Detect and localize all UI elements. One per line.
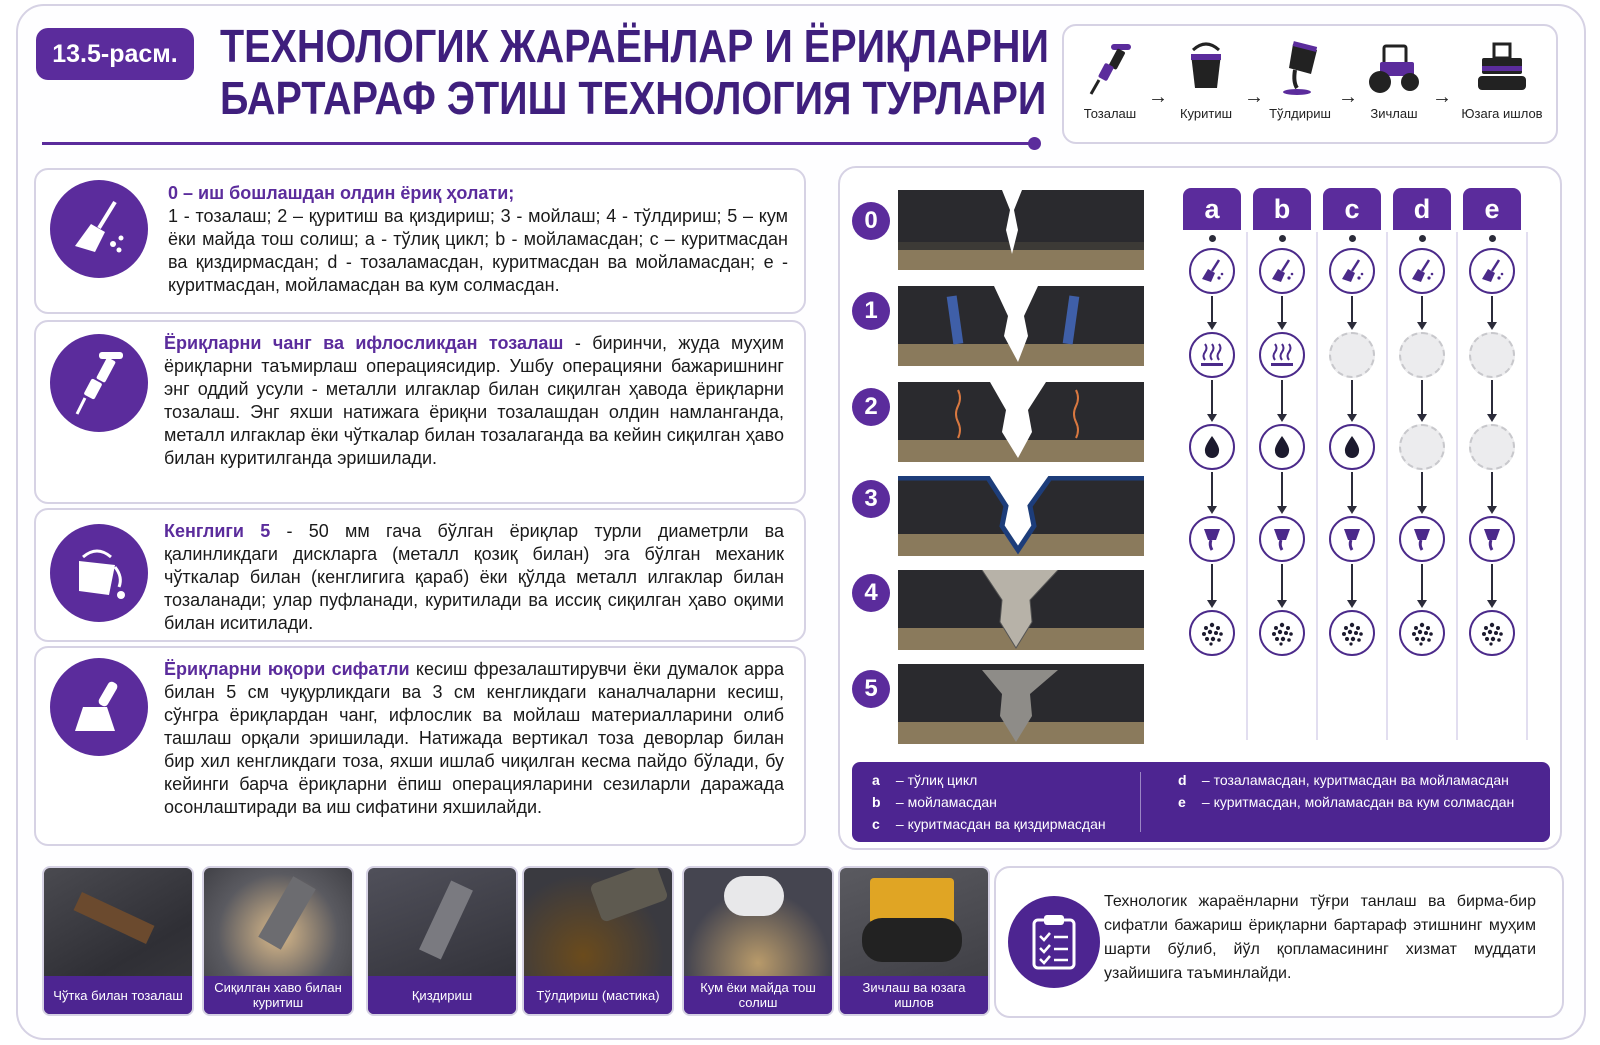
- flow-arrow-tip: [1207, 322, 1217, 330]
- column-start-dot: [1349, 235, 1356, 242]
- legend-text: тозаламасдан, куритмасдан ва мойламасдан: [1213, 772, 1509, 788]
- legend-item-b: b – мойламасдан: [872, 794, 997, 810]
- process-step-label: Куритиш: [1179, 106, 1233, 121]
- flow-arrow-tip: [1487, 322, 1497, 330]
- flow-arrow: [1281, 380, 1283, 414]
- column-divider: [1456, 232, 1458, 740]
- step-node-broom-icon: [1259, 248, 1305, 294]
- step-node-gravel-icon: [1469, 610, 1515, 656]
- legend-item-a: a – тўлиқ цикл: [872, 772, 978, 788]
- title-underline: [42, 142, 1034, 145]
- step-node-gravel-icon: [1189, 610, 1235, 656]
- title-underline-dot: [1028, 137, 1041, 150]
- legend-text: тўлиқ цикл: [907, 772, 978, 788]
- card-heading: Ёриқларни юқори сифатли: [164, 659, 410, 679]
- process-step-cleaning: [1072, 40, 1148, 121]
- photo-sand: [682, 866, 834, 1016]
- photo-caption: Қиздириш: [368, 976, 516, 1014]
- photo-heating: [366, 866, 518, 1016]
- crack-step-number: 4: [852, 574, 890, 612]
- crack-step-number: 2: [852, 388, 890, 426]
- column-header-b: b: [1253, 188, 1311, 230]
- scraper-icon: [69, 677, 129, 737]
- photo-air-drying: [202, 866, 354, 1016]
- photo-compaction: [838, 866, 990, 1016]
- flow-arrow-tip: [1417, 322, 1427, 330]
- column-header-a: a: [1183, 188, 1241, 230]
- process-arrow: →: [1338, 86, 1358, 108]
- paint-bucket-icon: [69, 543, 129, 603]
- crack-illustration-5: [898, 664, 1144, 744]
- card-text: [164, 332, 784, 470]
- flow-arrow-tip: [1417, 600, 1427, 608]
- flow-arrow-tip: [1277, 322, 1287, 330]
- crack-illustration-4: [898, 570, 1144, 650]
- flow-arrow-tip: [1207, 414, 1217, 422]
- step-node-oil-drop-icon: [1329, 424, 1375, 470]
- skipped-step-node: [1399, 332, 1445, 378]
- process-strip: [1062, 24, 1558, 144]
- column-header-d: d: [1393, 188, 1451, 230]
- photo-caption: Чўтка билан тозалаш: [44, 976, 192, 1014]
- title-line-2: БАРТАРАФ ЭТИШ ТЕХНОЛОГИЯ ТУРЛАРИ: [220, 72, 1047, 124]
- broom-icon: [69, 198, 129, 260]
- card-icon-circle: [50, 334, 148, 432]
- flow-arrow: [1491, 380, 1493, 414]
- clipboard-checklist-icon: [1028, 912, 1080, 972]
- flow-arrow: [1351, 296, 1353, 322]
- photo-caption: Тўлдириш (мастика): [524, 976, 672, 1014]
- step-node-oil-drop-icon: [1189, 424, 1235, 470]
- flow-arrow-tip: [1277, 600, 1287, 608]
- step-node-broom-icon: [1329, 248, 1375, 294]
- step-node-broom-icon: [1469, 248, 1515, 294]
- info-card-width: [34, 508, 806, 642]
- card-text: [164, 520, 784, 635]
- conclusion-note: [994, 866, 1564, 1018]
- step-node-gravel-icon: [1259, 610, 1305, 656]
- skipped-step-node: [1469, 424, 1515, 470]
- card-icon-circle: [50, 658, 148, 756]
- step-node-oil-drop-icon: [1259, 424, 1305, 470]
- note-icon-circle: [1008, 896, 1100, 988]
- photo-filling: [522, 866, 674, 1016]
- column-divider: [1316, 232, 1318, 740]
- step-node-gravel-icon: [1329, 610, 1375, 656]
- card-heading: 0 – иш бошлашдан олдин ёриқ ҳолати;: [168, 183, 515, 203]
- title-line-1: ТЕХНОЛОГИК ЖАРАЁНЛАР И ЁРИҚЛАРНИ: [220, 20, 1049, 72]
- figure-badge: 13.5-расм.: [36, 28, 194, 80]
- column-start-dot: [1279, 235, 1286, 242]
- card-icon-circle: [50, 524, 148, 622]
- flow-arrow: [1351, 564, 1353, 600]
- skipped-step-node: [1469, 332, 1515, 378]
- process-step-surface: [1452, 40, 1552, 121]
- column-start-dot: [1489, 235, 1496, 242]
- column-header-c: c: [1323, 188, 1381, 230]
- flow-arrow-tip: [1347, 506, 1357, 514]
- jackhammer-icon: [69, 348, 129, 418]
- crack-step-number: 5: [852, 670, 890, 708]
- legend-box: [852, 762, 1550, 842]
- flow-arrow-tip: [1277, 414, 1287, 422]
- flow-arrow: [1281, 296, 1283, 322]
- photo-caption: Кум ёки майда тош солиш: [684, 976, 832, 1014]
- page-title: [220, 20, 1049, 124]
- flow-arrow-tip: [1417, 506, 1427, 514]
- flow-arrow-tip: [1487, 414, 1497, 422]
- crack-illustration-1: [898, 286, 1144, 366]
- process-arrow: →: [1148, 86, 1168, 108]
- crack-step-number: 1: [852, 292, 890, 330]
- legend-text: мойламасдан: [907, 794, 997, 810]
- legend-separator: [1140, 772, 1141, 832]
- process-step-label: Юзага ишлов: [1461, 106, 1543, 121]
- flow-arrow: [1491, 472, 1493, 506]
- flow-arrow: [1351, 380, 1353, 414]
- flow-arrow-tip: [1487, 600, 1497, 608]
- column-divider: [1526, 232, 1528, 740]
- flow-arrow-tip: [1347, 414, 1357, 422]
- photo-caption: Зичлаш ва юзага ишлов: [840, 976, 988, 1014]
- process-step-compaction: [1356, 40, 1432, 121]
- card-body: - 50 мм гача бўлган ёриқлар турли диаметрли ва қалинликдаги дискларга (металл қозиқ билан) эга бўлган механик чўткалар билан (кенглигига қараб) ёки қўлда металл илгаклар билан тозаланади; улар пуфланади, куритилади ва иссиқ сиқилган ҳаво оқими билан иситилади.: [164, 521, 784, 633]
- step-node-funnel-icon: [1189, 516, 1235, 562]
- info-card-initial-state: [34, 168, 806, 314]
- skipped-step-node: [1399, 424, 1445, 470]
- step-node-funnel-icon: [1399, 516, 1445, 562]
- card-body: кесиш фрезалаштирувчи ёки думалок арра билан 5 см чуқурликдаги ва 3 см кенгликдаги каналчаларни кесиш, сўнгра ёриқлардан чанг, ифлослик ва мойлаш материалларини олиб ташлаш орқали эришилади. Натижада вертикал тоза деворлар билан бир хил кенгликдаги тоза, яхши ишлаб чиқилган кесма пайдо бўлади, бу кейинги барча ёриқларни ёпиш операцияларини сезиларли даражада осонлаштиради ва иш сифатини яхшилайди.: [164, 659, 785, 817]
- card-icon-circle: [50, 180, 148, 278]
- bucket-icon: [1181, 40, 1231, 96]
- step-node-broom-icon: [1189, 248, 1235, 294]
- flow-arrow: [1351, 472, 1353, 506]
- process-step-label: Тозалаш: [1083, 106, 1137, 121]
- flow-arrow: [1211, 380, 1213, 414]
- column-start-dot: [1209, 235, 1216, 242]
- flow-arrow-tip: [1347, 600, 1357, 608]
- flow-arrow: [1421, 472, 1423, 506]
- flow-arrow-tip: [1277, 506, 1287, 514]
- photo-caption: Сиқилган хаво билан куритиш: [204, 976, 352, 1014]
- legend-item-d: d – тозаламасдан, куритмасдан ва мойламасдан: [1178, 772, 1509, 788]
- flow-arrow: [1211, 564, 1213, 600]
- flow-arrow: [1491, 564, 1493, 600]
- note-text: Технологик жараёнларни тўғри танлаш ва бирма-бир сифатли бажариш ёриқларни бартараф этишнинг муҳим шарти бўлиб, йўл қопламасининг хизмат муддати узайишига таъминлайди.: [1104, 893, 1536, 982]
- legend-text: куритмасдан, мойламасдан ва кум солмасдан: [1213, 794, 1515, 810]
- column-divider: [1246, 232, 1248, 740]
- card-text: [164, 658, 784, 819]
- process-step-drying: [1168, 40, 1244, 121]
- flow-arrow: [1421, 380, 1423, 414]
- road-roller-icon: [1366, 40, 1422, 96]
- info-card-cleaning: [34, 320, 806, 504]
- crack-step-number: 3: [852, 480, 890, 518]
- photo-brush-cleaning: [42, 866, 194, 1016]
- step-node-heat-waves-icon: [1259, 332, 1305, 378]
- card-heading: Кенглиги 5: [164, 521, 271, 541]
- flow-arrow: [1281, 472, 1283, 506]
- step-node-gravel-icon: [1399, 610, 1445, 656]
- card-body: - биринчи, жуда муҳим ёриқларни таъмирлаш операциясидир. Ушбу операцияни бажаришнинг энг оддий усули - металли илгаклар билан сиқилган ҳавода ёриқларни тозалаш. Энг яхши натижага ёриқни тозалашдан олдин намланганда, металл илгаклар ёки чўткалар билан тозалаганда ва кейин сиқилган ҳаво билан куритилганда эришилади.: [164, 333, 784, 468]
- legend-text: куритмасдан ва қиздирмасдан: [907, 816, 1106, 832]
- flow-arrow-tip: [1207, 506, 1217, 514]
- process-step-label: Зичлаш: [1370, 106, 1418, 121]
- column-header-e: e: [1463, 188, 1521, 230]
- jackhammer-icon: [1085, 40, 1135, 96]
- step-node-heat-waves-icon: [1189, 332, 1235, 378]
- flow-arrow: [1281, 564, 1283, 600]
- info-card-cutting: [34, 646, 806, 846]
- flow-arrow-tip: [1487, 506, 1497, 514]
- flow-arrow: [1491, 296, 1493, 322]
- column-start-dot: [1419, 235, 1426, 242]
- flow-arrow: [1211, 296, 1213, 322]
- flow-arrow: [1211, 472, 1213, 506]
- crack-illustration-3: [898, 476, 1144, 556]
- paver-icon: [1474, 40, 1530, 96]
- step-node-broom-icon: [1399, 248, 1445, 294]
- crack-illustration-2: [898, 382, 1144, 462]
- process-step-filling: [1262, 40, 1338, 121]
- card-body: 1 - тозалаш; 2 – қуритиш ва қиздириш; 3 - мойлаш; 4 - тўлдириш; 5 – кум ёки майда тош солиш; a - тўлиқ цикл; b - мойламасдан; c – куритмасдан ва қиздирмасдан; d - тозаламасдан, куритмасдан ва мойламасдан; e - куритмасдан, мойламасдан ва кум солмасдан.: [168, 206, 788, 295]
- process-arrow: →: [1432, 86, 1452, 108]
- flow-arrow: [1421, 564, 1423, 600]
- step-node-funnel-icon: [1329, 516, 1375, 562]
- flow-arrow: [1421, 296, 1423, 322]
- crack-step-number: 0: [852, 202, 890, 240]
- card-text: [168, 182, 788, 297]
- step-node-funnel-icon: [1259, 516, 1305, 562]
- step-node-funnel-icon: [1469, 516, 1515, 562]
- card-heading: Ёриқларни чанг ва ифлосликдан тозалаш: [164, 333, 564, 353]
- process-arrow: →: [1244, 86, 1264, 108]
- pouring-bucket-icon: [1275, 40, 1325, 96]
- crack-illustration-0: [898, 190, 1144, 270]
- column-divider: [1386, 232, 1388, 740]
- legend-item-c: c – куритмасдан ва қиздирмасдан: [872, 816, 1106, 832]
- flow-arrow-tip: [1207, 600, 1217, 608]
- process-step-label: Тўлдириш: [1269, 106, 1331, 121]
- legend-item-e: e – куритмасдан, мойламасдан ва кум солмасдан: [1178, 794, 1515, 810]
- flow-arrow-tip: [1347, 322, 1357, 330]
- flow-arrow-tip: [1417, 414, 1427, 422]
- skipped-step-node: [1329, 332, 1375, 378]
